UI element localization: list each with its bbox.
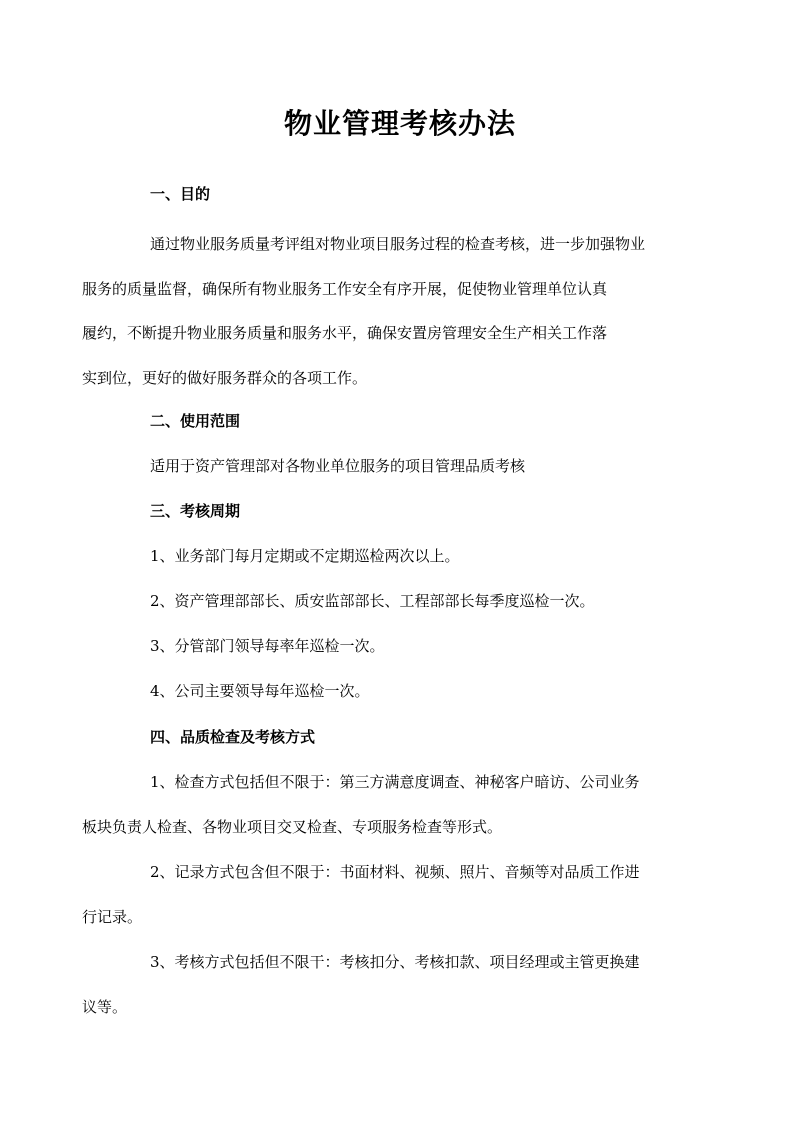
paragraph-line: 板块负责人检查、各物业项目交叉检查、专项服务检查等形式。 — [82, 817, 503, 836]
paragraph-line: 2、记录方式包含但不限于：书面材料、视频、照片、音频等对品质工作进 — [150, 863, 640, 881]
paragraph-line: 行记录。 — [82, 907, 143, 926]
paragraph-line: 1、检查方式包括但不限于：第三方满意度调查、神秘客户暗访、公司业务 — [150, 773, 640, 791]
paragraph-scope — [116, 444, 686, 489]
paragraph-line: 2、资产管理部部长、质安监部部长、工程部部长每季度巡检一次。 — [150, 592, 595, 610]
section-heading-inspection: 四、品质检查及考核方式 — [150, 728, 316, 746]
paragraph-line: 议等。 — [82, 997, 128, 1016]
list-item-cycle-2 — [116, 579, 686, 624]
section-heading-scope: 二、使用范围 — [150, 412, 241, 430]
paragraph-line: 通过物业服务质量考评组对物业项目服务过程的检查考核，进一步加强物业 — [150, 235, 646, 253]
list-item-inspection-2 — [82, 850, 686, 939]
list-item-cycle-1 — [116, 534, 686, 579]
paragraph-line: 1、业务部门每月定期或不定期巡检两次以上。 — [150, 547, 460, 565]
document-title: 物业管理考核办法 — [283, 107, 516, 140]
paragraph-purpose — [82, 222, 686, 400]
list-item-inspection-3 — [82, 940, 686, 1029]
list-item-inspection-1 — [82, 760, 686, 849]
paragraph-line: 3、考核方式包括但不限干：考核扣分、考核扣款、项目经理或主管更换建 — [150, 953, 640, 971]
section-heading-purpose: 一、目的 — [150, 185, 211, 203]
paragraph-line: 服务的质量监督，确保所有物业服务工作安全有序开展，促使物业管理单位认真 — [82, 279, 608, 298]
list-item-cycle-4 — [116, 669, 686, 714]
paragraph-line: 实到位，更好的做好服务群众的各项工作。 — [82, 368, 368, 387]
paragraph-line: 4、公司主要领导每年巡检一次。 — [150, 682, 370, 700]
paragraph-line: 适用于资产管理部对各物业单位服务的项目管理品质考核 — [150, 457, 526, 475]
paragraph-line: 3、分管部门领导每率年巡检一次。 — [150, 637, 385, 655]
section-heading-cycle: 三、考核周期 — [150, 502, 241, 520]
paragraph-line: 履约，不断提升物业服务质量和服务水平，确保安置房管理安全生产相关工作落 — [82, 324, 608, 342]
list-item-cycle-3 — [116, 624, 686, 669]
